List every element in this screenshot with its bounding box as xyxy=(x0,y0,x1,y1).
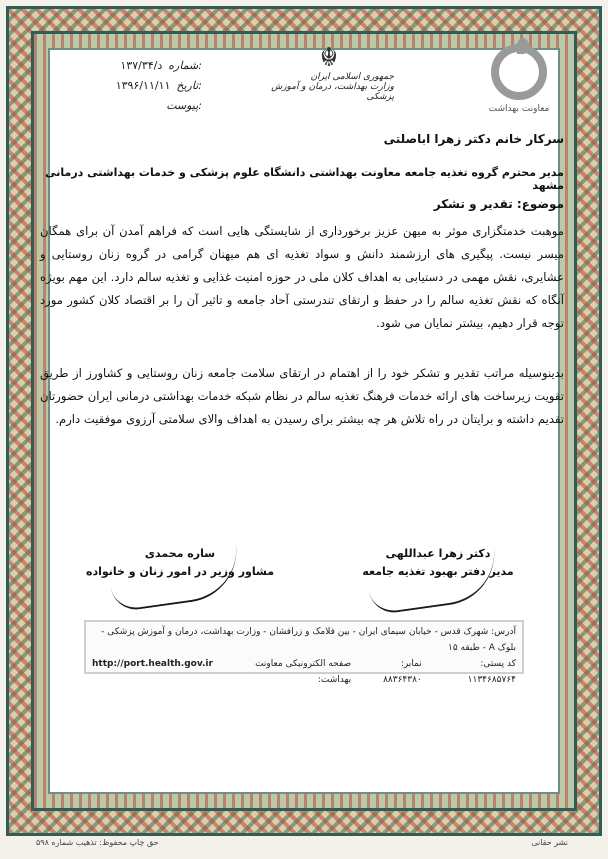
signatory-left-title: مشاور وزیر در امور زنان و خانواده xyxy=(85,565,275,578)
footer-postal-code: کد پستی: ۱۱۳۴۶۸۵۷۶۴ xyxy=(467,659,516,685)
health-logo-icon xyxy=(491,44,547,100)
subject-line: موضوع: تقدیر و تشکر xyxy=(433,197,564,211)
footer-website-label: صفحه الکترونیکی معاونت بهداشت: xyxy=(255,659,352,685)
footer-address: آدرس: شهرک قدس - خیابان سیمای ایران - بین فلامک و زرافشان - وزارت بهداشت، درمان و آموزش پزشکی - بلوک A - طبقه ۱۵ xyxy=(101,627,516,653)
footer-contact-row xyxy=(92,656,516,688)
letter-meta xyxy=(42,56,202,116)
signature-left xyxy=(80,545,280,581)
emblem-line-2: وزارت بهداشت، درمان و آموزش پزشکی xyxy=(271,82,394,102)
health-deputy-logo xyxy=(474,44,564,114)
footer-contact-box xyxy=(84,620,524,685)
date-row xyxy=(42,76,202,96)
iran-emblem xyxy=(264,44,394,102)
date-value: ۱۳۹۶/۱۱/۱۱ xyxy=(115,79,171,92)
paragraph-2: بدینوسیله مراتب تقدیر و تشکر خود را از اهتمام در ارتقای سلامت جامعه زنان روستایی و کشاورز از طریق تقویت زیرساخت های ارائه خدمات فرهنگ تغذیه سالم در نظام شبکه خدمات بهداشتی درمانی ایران حضورتان تقدیم داشته و برایتان در راه تلاش هر چه بیشتر برای رسیدن به اهداف والای سلامتی آرزوی موفقیت دارم. xyxy=(40,366,564,426)
footer-fax: نمابر: ۸۸۳۶۴۳۸۰ xyxy=(383,659,422,685)
salutation: سرکار خانم دکتر زهرا اباصلتی xyxy=(383,132,564,146)
date-label: تاریخ: xyxy=(176,79,202,92)
attachment-row xyxy=(42,96,202,116)
addressee: مدیر محترم گروه تغذیه جامعه معاونت بهداشتی دانشگاه علوم پزشکی و خدمات بهداشتی درمانی مشهد xyxy=(45,166,564,192)
number-label: شماره: xyxy=(168,59,202,72)
paragraph-1: موهبت خدمتگزاری موثر به میهن عزیز برخورداری از شایستگی هایی است که فراهم آمدن آن برای همگان میسر نیست. پیگیری های ارزشمند دانش و سواد تغذیه ای هم میهنان گرامی در گروه زنان روستایی و عشایری، نقش مهمی در دستیابی به اهداف کلان ملی در حوزه امنیت غذایی و تغذیه سالم دارد. این مهم بویژه آنگاه که نقش تغذیه سالم را در حفظ و ارتقای تندرستی آحاد جامعه و تاثیر آن را بر اقتصاد کلان کشور مورد توجه قرار دهیم، بیشتر نمایان می شود. xyxy=(40,224,564,330)
signatory-right-title: مدیر دفتر بهبود تغذیه جامعه xyxy=(362,565,514,578)
footer-website-link[interactable]: http://port.health.gov.ir xyxy=(92,659,213,669)
attachment-label: پیوست: xyxy=(166,99,202,112)
iran-emblem-icon: ☬ xyxy=(319,43,339,73)
publisher-note: نشر حقانی xyxy=(531,838,568,847)
number-row xyxy=(42,56,202,76)
emblem-line-1: جمهوری اسلامی ایران xyxy=(310,72,394,82)
copyright-note: حق چاپ محفوظ: تذهیب شماره ۵۹۸ xyxy=(36,838,159,847)
signature-right xyxy=(338,545,538,581)
signatory-right-name: دکتر زهرا عبداللهی xyxy=(385,547,491,560)
signatory-left-name: ساره محمدی xyxy=(144,547,216,560)
logo-caption: معاونت بهداشت xyxy=(488,104,550,114)
number-value: ۱۳۷/د/۳۴ xyxy=(120,59,163,72)
